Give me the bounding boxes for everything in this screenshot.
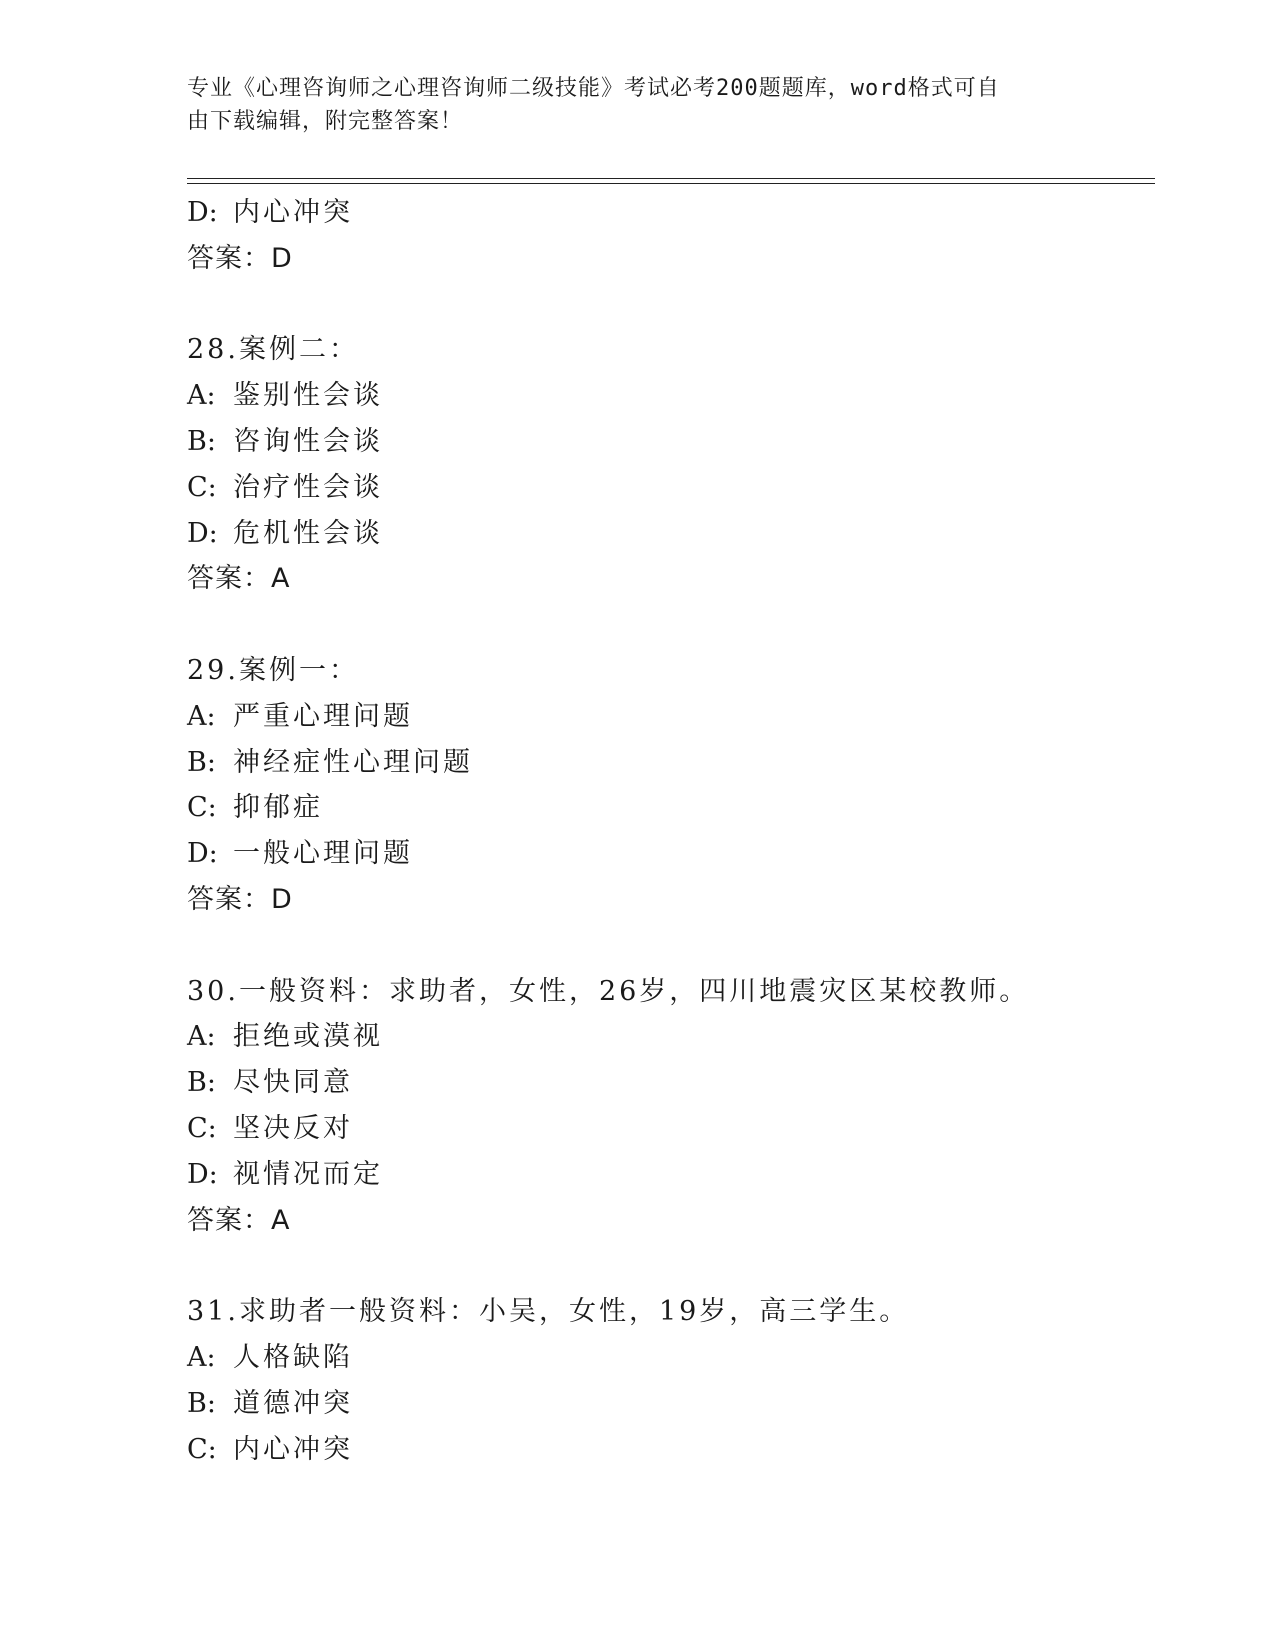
option-text: 视情况而定: [233, 1158, 383, 1190]
option-text: 鉴别性会谈: [233, 380, 383, 412]
header-divider-bottom: [187, 183, 1155, 184]
header-line-1: 专业《心理咨询师之心理咨询师二级技能》考试必考200题题库，word格式可自: [187, 76, 1000, 101]
header-line-2: 由下载编辑，附完整答案！: [187, 109, 464, 134]
answer-line: 答案：D: [187, 883, 293, 915]
option-label: D:: [187, 838, 218, 870]
option-d: [187, 831, 1155, 877]
option-label: D:: [187, 517, 218, 549]
option-text: 坚决反对: [233, 1112, 353, 1144]
spacer: [187, 1243, 1155, 1289]
option-a: [187, 1335, 1155, 1381]
option-label: D:: [187, 197, 218, 228]
option-text: 治疗性会谈: [233, 471, 383, 503]
option-text: 一般心理问题: [233, 838, 413, 870]
spacer: [187, 602, 1155, 648]
spacer: [187, 923, 1155, 969]
option-c: [187, 785, 1155, 831]
option-text: 人格缺陷: [233, 1341, 353, 1373]
option-text: 内心冲突: [233, 197, 353, 228]
answer-line: 答案：D: [187, 242, 293, 274]
answer-line: 答案：A: [187, 1204, 291, 1236]
option-c: [187, 1106, 1155, 1152]
option-label: A:: [187, 1021, 216, 1053]
answer-line: 答案：A: [187, 563, 291, 595]
option-d: [187, 190, 1155, 236]
option-d: [187, 1152, 1155, 1198]
option-text: 神经症性心理问题: [233, 746, 473, 778]
option-label: C:: [187, 1112, 217, 1144]
document-header: [187, 72, 1067, 138]
option-label: B:: [187, 1387, 216, 1419]
option-text: 严重心理问题: [233, 700, 413, 732]
option-text: 内心冲突: [233, 1433, 353, 1465]
option-d: [187, 511, 1155, 557]
option-text: 尽快同意: [233, 1067, 353, 1099]
option-label: B:: [187, 746, 216, 778]
option-label: A:: [187, 700, 216, 732]
option-label: C:: [187, 471, 217, 503]
option-label: A:: [187, 380, 216, 412]
option-b: [187, 1060, 1155, 1106]
question-stem: 31.求助者一般资料：小吴，女性，19岁，高三学生。: [187, 1296, 910, 1328]
option-label: C:: [187, 792, 217, 824]
question-stem: 30.一般资料：求助者，女性，26岁，四川地震灾区某校教师。: [187, 975, 1030, 1007]
option-c: [187, 465, 1155, 511]
header-divider-top: [187, 178, 1155, 179]
option-text: 抑郁症: [233, 792, 323, 824]
option-b: [187, 419, 1155, 465]
question-stem: 29.案例一：: [187, 654, 359, 686]
option-a: [187, 694, 1155, 740]
option-a: [187, 1014, 1155, 1060]
option-text: 拒绝或漠视: [233, 1021, 383, 1053]
spacer: [187, 282, 1155, 328]
option-a: [187, 373, 1155, 419]
option-b: [187, 1381, 1155, 1427]
option-text: 道德冲突: [233, 1387, 353, 1419]
question-stem: 28.案例二：: [187, 334, 359, 366]
option-label: D:: [187, 1158, 218, 1190]
option-text: 咨询性会谈: [233, 425, 383, 457]
option-label: C:: [187, 1433, 217, 1465]
option-label: B:: [187, 425, 216, 457]
option-b: [187, 740, 1155, 786]
option-label: B:: [187, 1067, 216, 1099]
question-list: [187, 190, 1155, 1472]
option-label: A:: [187, 1341, 216, 1373]
option-text: 危机性会谈: [233, 517, 383, 549]
option-c: [187, 1427, 1155, 1473]
